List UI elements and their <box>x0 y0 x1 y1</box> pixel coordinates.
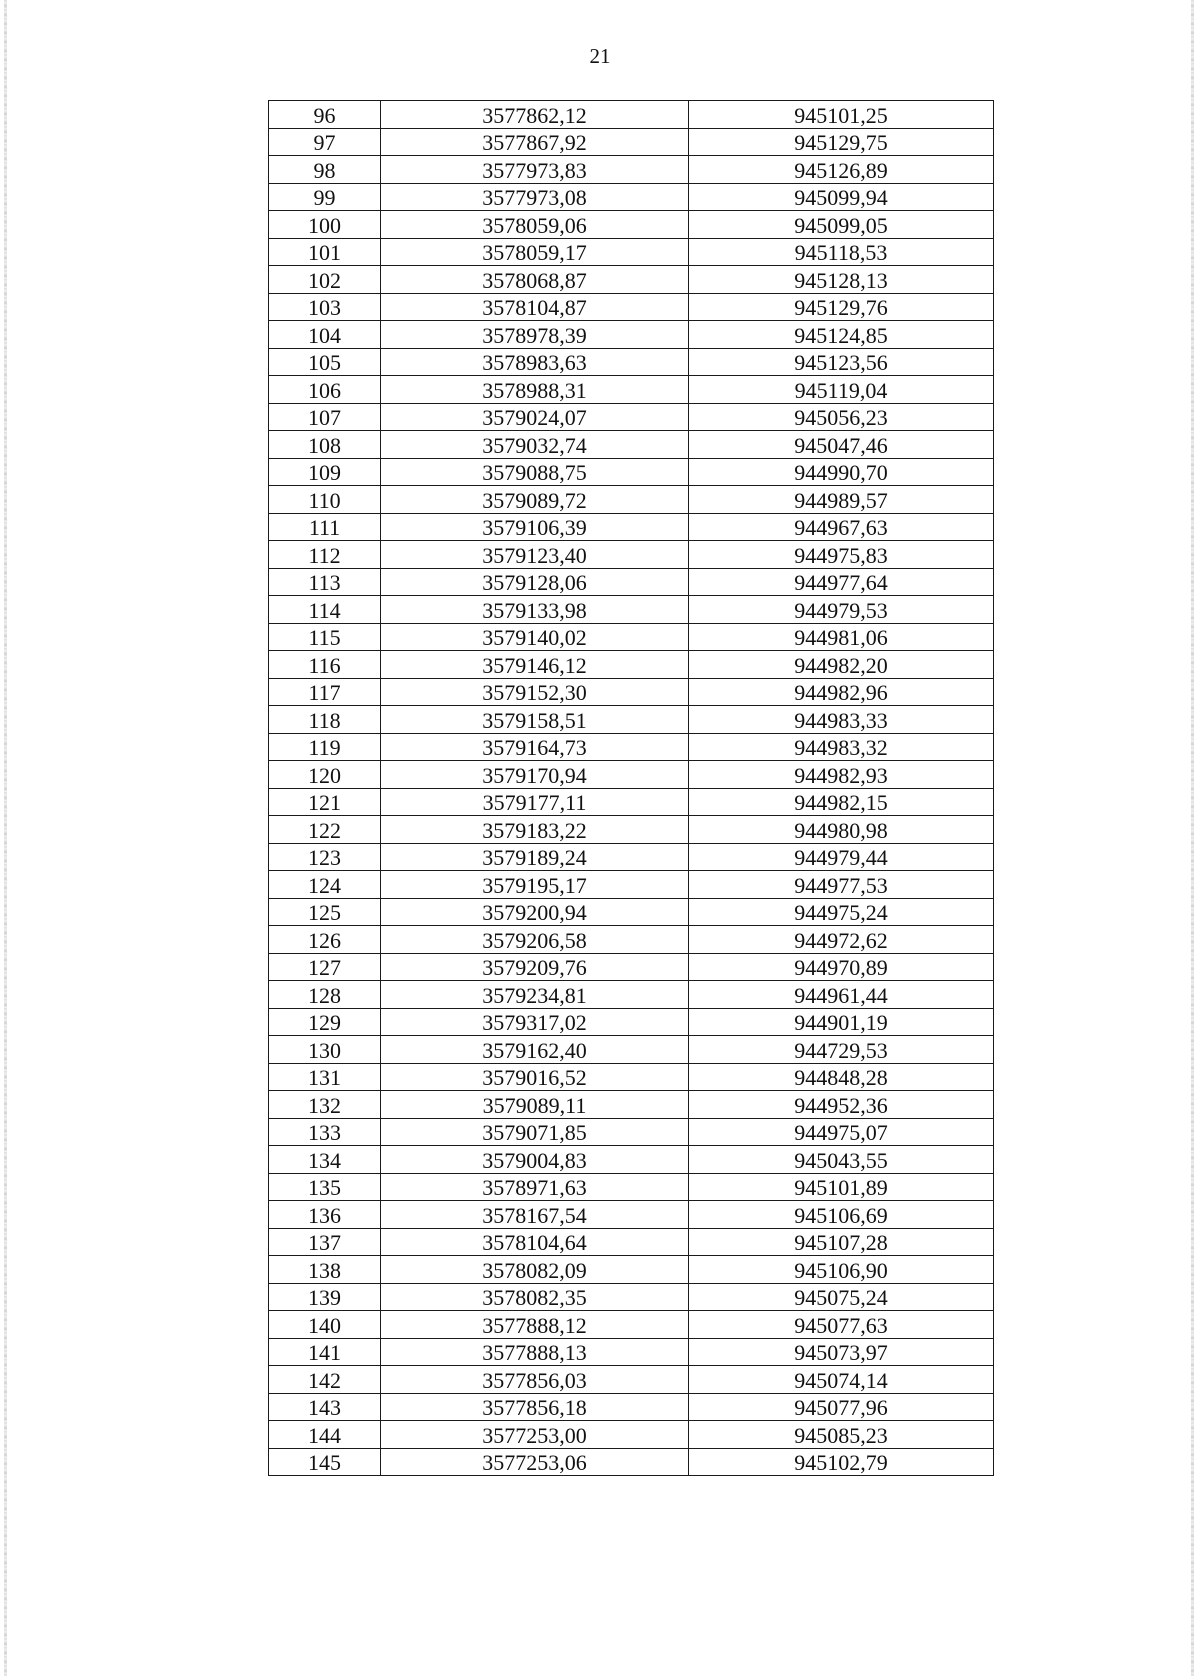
x-coordinate-cell: 3579106,39 <box>381 513 689 541</box>
table-row <box>269 1118 994 1146</box>
y-coordinate-cell: 944980,98 <box>689 816 994 844</box>
x-coordinate-cell: 3579152,30 <box>381 678 689 706</box>
x-coordinate-cell: 3579162,40 <box>381 1036 689 1064</box>
point-number-cell: 96 <box>269 101 381 129</box>
y-coordinate-cell: 944977,64 <box>689 568 994 596</box>
table-row <box>269 926 994 954</box>
point-number-cell: 118 <box>269 706 381 734</box>
x-coordinate-cell: 3579200,94 <box>381 898 689 926</box>
table-row <box>269 238 994 266</box>
table-row <box>269 953 994 981</box>
x-coordinate-cell: 3577253,00 <box>381 1421 689 1449</box>
x-coordinate-cell: 3579170,94 <box>381 761 689 789</box>
table-row <box>269 128 994 156</box>
x-coordinate-cell: 3577888,12 <box>381 1311 689 1339</box>
x-coordinate-cell: 3578983,63 <box>381 348 689 376</box>
scan-edge-right <box>1191 0 1194 1676</box>
table-row <box>269 1173 994 1201</box>
x-coordinate-cell: 3578971,63 <box>381 1173 689 1201</box>
y-coordinate-cell: 945099,94 <box>689 183 994 211</box>
table-row <box>269 651 994 679</box>
x-coordinate-cell: 3577888,13 <box>381 1338 689 1366</box>
x-coordinate-cell: 3577867,92 <box>381 128 689 156</box>
y-coordinate-cell: 944982,20 <box>689 651 994 679</box>
y-coordinate-cell: 945118,53 <box>689 238 994 266</box>
y-coordinate-cell: 945102,79 <box>689 1448 994 1476</box>
table-row <box>269 266 994 294</box>
point-number-cell: 97 <box>269 128 381 156</box>
x-coordinate-cell: 3579189,24 <box>381 843 689 871</box>
point-number-cell: 131 <box>269 1063 381 1091</box>
y-coordinate-cell: 944982,93 <box>689 761 994 789</box>
table-row <box>269 761 994 789</box>
point-number-cell: 142 <box>269 1366 381 1394</box>
table-row <box>269 1091 994 1119</box>
table-row <box>269 513 994 541</box>
table-row <box>269 843 994 871</box>
point-number-cell: 132 <box>269 1091 381 1119</box>
y-coordinate-cell: 945124,85 <box>689 321 994 349</box>
point-number-cell: 109 <box>269 458 381 486</box>
table-row <box>269 1146 994 1174</box>
point-number-cell: 102 <box>269 266 381 294</box>
y-coordinate-cell: 944975,83 <box>689 541 994 569</box>
y-coordinate-cell: 945123,56 <box>689 348 994 376</box>
table-row <box>269 898 994 926</box>
y-coordinate-cell: 945129,76 <box>689 293 994 321</box>
x-coordinate-cell: 3578082,09 <box>381 1256 689 1284</box>
table-row <box>269 1201 994 1229</box>
x-coordinate-cell: 3579071,85 <box>381 1118 689 1146</box>
y-coordinate-cell: 944983,32 <box>689 733 994 761</box>
x-coordinate-cell: 3579032,74 <box>381 431 689 459</box>
y-coordinate-cell: 944983,33 <box>689 706 994 734</box>
point-number-cell: 120 <box>269 761 381 789</box>
point-number-cell: 139 <box>269 1283 381 1311</box>
y-coordinate-cell: 945077,63 <box>689 1311 994 1339</box>
table-row <box>269 1366 994 1394</box>
y-coordinate-cell: 945074,14 <box>689 1366 994 1394</box>
x-coordinate-cell: 3579133,98 <box>381 596 689 624</box>
y-coordinate-cell: 944952,36 <box>689 1091 994 1119</box>
table-row <box>269 101 994 129</box>
y-coordinate-cell: 944975,07 <box>689 1118 994 1146</box>
x-coordinate-cell: 3579089,72 <box>381 486 689 514</box>
x-coordinate-cell: 3579004,83 <box>381 1146 689 1174</box>
y-coordinate-cell: 945077,96 <box>689 1393 994 1421</box>
point-number-cell: 129 <box>269 1008 381 1036</box>
x-coordinate-cell: 3577856,03 <box>381 1366 689 1394</box>
y-coordinate-cell: 945101,25 <box>689 101 994 129</box>
y-coordinate-cell: 945107,28 <box>689 1228 994 1256</box>
table-row <box>269 293 994 321</box>
table-row <box>269 871 994 899</box>
x-coordinate-cell: 3579140,02 <box>381 623 689 651</box>
y-coordinate-cell: 944970,89 <box>689 953 994 981</box>
table-row <box>269 183 994 211</box>
table-row <box>269 1036 994 1064</box>
x-coordinate-cell: 3578167,54 <box>381 1201 689 1229</box>
point-number-cell: 143 <box>269 1393 381 1421</box>
point-number-cell: 128 <box>269 981 381 1009</box>
x-coordinate-cell: 3578104,87 <box>381 293 689 321</box>
table-row <box>269 733 994 761</box>
point-number-cell: 122 <box>269 816 381 844</box>
table-row <box>269 541 994 569</box>
point-number-cell: 107 <box>269 403 381 431</box>
point-number-cell: 112 <box>269 541 381 569</box>
point-number-cell: 138 <box>269 1256 381 1284</box>
table-row <box>269 431 994 459</box>
x-coordinate-cell: 3578059,17 <box>381 238 689 266</box>
y-coordinate-cell: 944990,70 <box>689 458 994 486</box>
point-number-cell: 121 <box>269 788 381 816</box>
x-coordinate-cell: 3579158,51 <box>381 706 689 734</box>
y-coordinate-cell: 944982,15 <box>689 788 994 816</box>
point-number-cell: 134 <box>269 1146 381 1174</box>
y-coordinate-cell: 944989,57 <box>689 486 994 514</box>
x-coordinate-cell: 3579164,73 <box>381 733 689 761</box>
table-row <box>269 1063 994 1091</box>
point-number-cell: 104 <box>269 321 381 349</box>
y-coordinate-cell: 945043,55 <box>689 1146 994 1174</box>
table-row <box>269 1008 994 1036</box>
x-coordinate-cell: 3578988,31 <box>381 376 689 404</box>
table-row <box>269 211 994 239</box>
y-coordinate-cell: 945099,05 <box>689 211 994 239</box>
point-number-cell: 113 <box>269 568 381 596</box>
x-coordinate-cell: 3579089,11 <box>381 1091 689 1119</box>
point-number-cell: 144 <box>269 1421 381 1449</box>
point-number-cell: 126 <box>269 926 381 954</box>
y-coordinate-cell: 945101,89 <box>689 1173 994 1201</box>
point-number-cell: 133 <box>269 1118 381 1146</box>
scan-edge-left <box>4 0 7 1676</box>
table-row <box>269 1448 994 1476</box>
table-row <box>269 376 994 404</box>
x-coordinate-cell: 3578068,87 <box>381 266 689 294</box>
y-coordinate-cell: 944979,44 <box>689 843 994 871</box>
table-row <box>269 1421 994 1449</box>
point-number-cell: 114 <box>269 596 381 624</box>
y-coordinate-cell: 944961,44 <box>689 981 994 1009</box>
x-coordinate-cell: 3579024,07 <box>381 403 689 431</box>
point-number-cell: 103 <box>269 293 381 321</box>
y-coordinate-cell: 944972,62 <box>689 926 994 954</box>
y-coordinate-cell: 945126,89 <box>689 156 994 184</box>
table-row <box>269 1256 994 1284</box>
table-row <box>269 1283 994 1311</box>
y-coordinate-cell: 945047,46 <box>689 431 994 459</box>
x-coordinate-cell: 3579195,17 <box>381 871 689 899</box>
y-coordinate-cell: 944967,63 <box>689 513 994 541</box>
coordinates-table <box>268 100 994 1476</box>
coordinates-table-body <box>269 101 994 1476</box>
x-coordinate-cell: 3579128,06 <box>381 568 689 596</box>
y-coordinate-cell: 945085,23 <box>689 1421 994 1449</box>
x-coordinate-cell: 3578059,06 <box>381 211 689 239</box>
point-number-cell: 111 <box>269 513 381 541</box>
y-coordinate-cell: 945073,97 <box>689 1338 994 1366</box>
page-number: 21 <box>589 44 611 68</box>
point-number-cell: 106 <box>269 376 381 404</box>
y-coordinate-cell: 944979,53 <box>689 596 994 624</box>
point-number-cell: 100 <box>269 211 381 239</box>
point-number-cell: 117 <box>269 678 381 706</box>
x-coordinate-cell: 3577973,08 <box>381 183 689 211</box>
x-coordinate-cell: 3579088,75 <box>381 458 689 486</box>
table-row <box>269 678 994 706</box>
table-row <box>269 596 994 624</box>
y-coordinate-cell: 945075,24 <box>689 1283 994 1311</box>
table-row <box>269 1311 994 1339</box>
x-coordinate-cell: 3579209,76 <box>381 953 689 981</box>
table-row <box>269 706 994 734</box>
x-coordinate-cell: 3577856,18 <box>381 1393 689 1421</box>
point-number-cell: 101 <box>269 238 381 266</box>
x-coordinate-cell: 3578978,39 <box>381 321 689 349</box>
point-number-cell: 145 <box>269 1448 381 1476</box>
point-number-cell: 98 <box>269 156 381 184</box>
table-row <box>269 1338 994 1366</box>
x-coordinate-cell: 3578082,35 <box>381 1283 689 1311</box>
table-row <box>269 981 994 1009</box>
y-coordinate-cell: 944977,53 <box>689 871 994 899</box>
point-number-cell: 105 <box>269 348 381 376</box>
y-coordinate-cell: 945106,90 <box>689 1256 994 1284</box>
point-number-cell: 127 <box>269 953 381 981</box>
y-coordinate-cell: 944729,53 <box>689 1036 994 1064</box>
table-row <box>269 623 994 651</box>
point-number-cell: 110 <box>269 486 381 514</box>
table-row <box>269 321 994 349</box>
x-coordinate-cell: 3577973,83 <box>381 156 689 184</box>
y-coordinate-cell: 945128,13 <box>689 266 994 294</box>
point-number-cell: 116 <box>269 651 381 679</box>
x-coordinate-cell: 3577862,12 <box>381 101 689 129</box>
table-row <box>269 403 994 431</box>
x-coordinate-cell: 3579123,40 <box>381 541 689 569</box>
table-row <box>269 458 994 486</box>
x-coordinate-cell: 3579206,58 <box>381 926 689 954</box>
x-coordinate-cell: 3579183,22 <box>381 816 689 844</box>
x-coordinate-cell: 3579177,11 <box>381 788 689 816</box>
point-number-cell: 124 <box>269 871 381 899</box>
point-number-cell: 115 <box>269 623 381 651</box>
y-coordinate-cell: 944901,19 <box>689 1008 994 1036</box>
point-number-cell: 99 <box>269 183 381 211</box>
x-coordinate-cell: 3577253,06 <box>381 1448 689 1476</box>
point-number-cell: 119 <box>269 733 381 761</box>
x-coordinate-cell: 3579234,81 <box>381 981 689 1009</box>
point-number-cell: 141 <box>269 1338 381 1366</box>
table-row <box>269 788 994 816</box>
point-number-cell: 136 <box>269 1201 381 1229</box>
table-row <box>269 1228 994 1256</box>
y-coordinate-cell: 945119,04 <box>689 376 994 404</box>
x-coordinate-cell: 3579317,02 <box>381 1008 689 1036</box>
table-row <box>269 816 994 844</box>
x-coordinate-cell: 3578104,64 <box>381 1228 689 1256</box>
point-number-cell: 123 <box>269 843 381 871</box>
y-coordinate-cell: 944982,96 <box>689 678 994 706</box>
x-coordinate-cell: 3579016,52 <box>381 1063 689 1091</box>
table-row <box>269 568 994 596</box>
point-number-cell: 130 <box>269 1036 381 1064</box>
y-coordinate-cell: 945056,23 <box>689 403 994 431</box>
table-row <box>269 486 994 514</box>
point-number-cell: 125 <box>269 898 381 926</box>
table-row <box>269 1393 994 1421</box>
y-coordinate-cell: 944975,24 <box>689 898 994 926</box>
y-coordinate-cell: 944981,06 <box>689 623 994 651</box>
y-coordinate-cell: 945106,69 <box>689 1201 994 1229</box>
y-coordinate-cell: 945129,75 <box>689 128 994 156</box>
table-row <box>269 156 994 184</box>
point-number-cell: 137 <box>269 1228 381 1256</box>
point-number-cell: 108 <box>269 431 381 459</box>
y-coordinate-cell: 944848,28 <box>689 1063 994 1091</box>
point-number-cell: 140 <box>269 1311 381 1339</box>
x-coordinate-cell: 3579146,12 <box>381 651 689 679</box>
point-number-cell: 135 <box>269 1173 381 1201</box>
table-row <box>269 348 994 376</box>
